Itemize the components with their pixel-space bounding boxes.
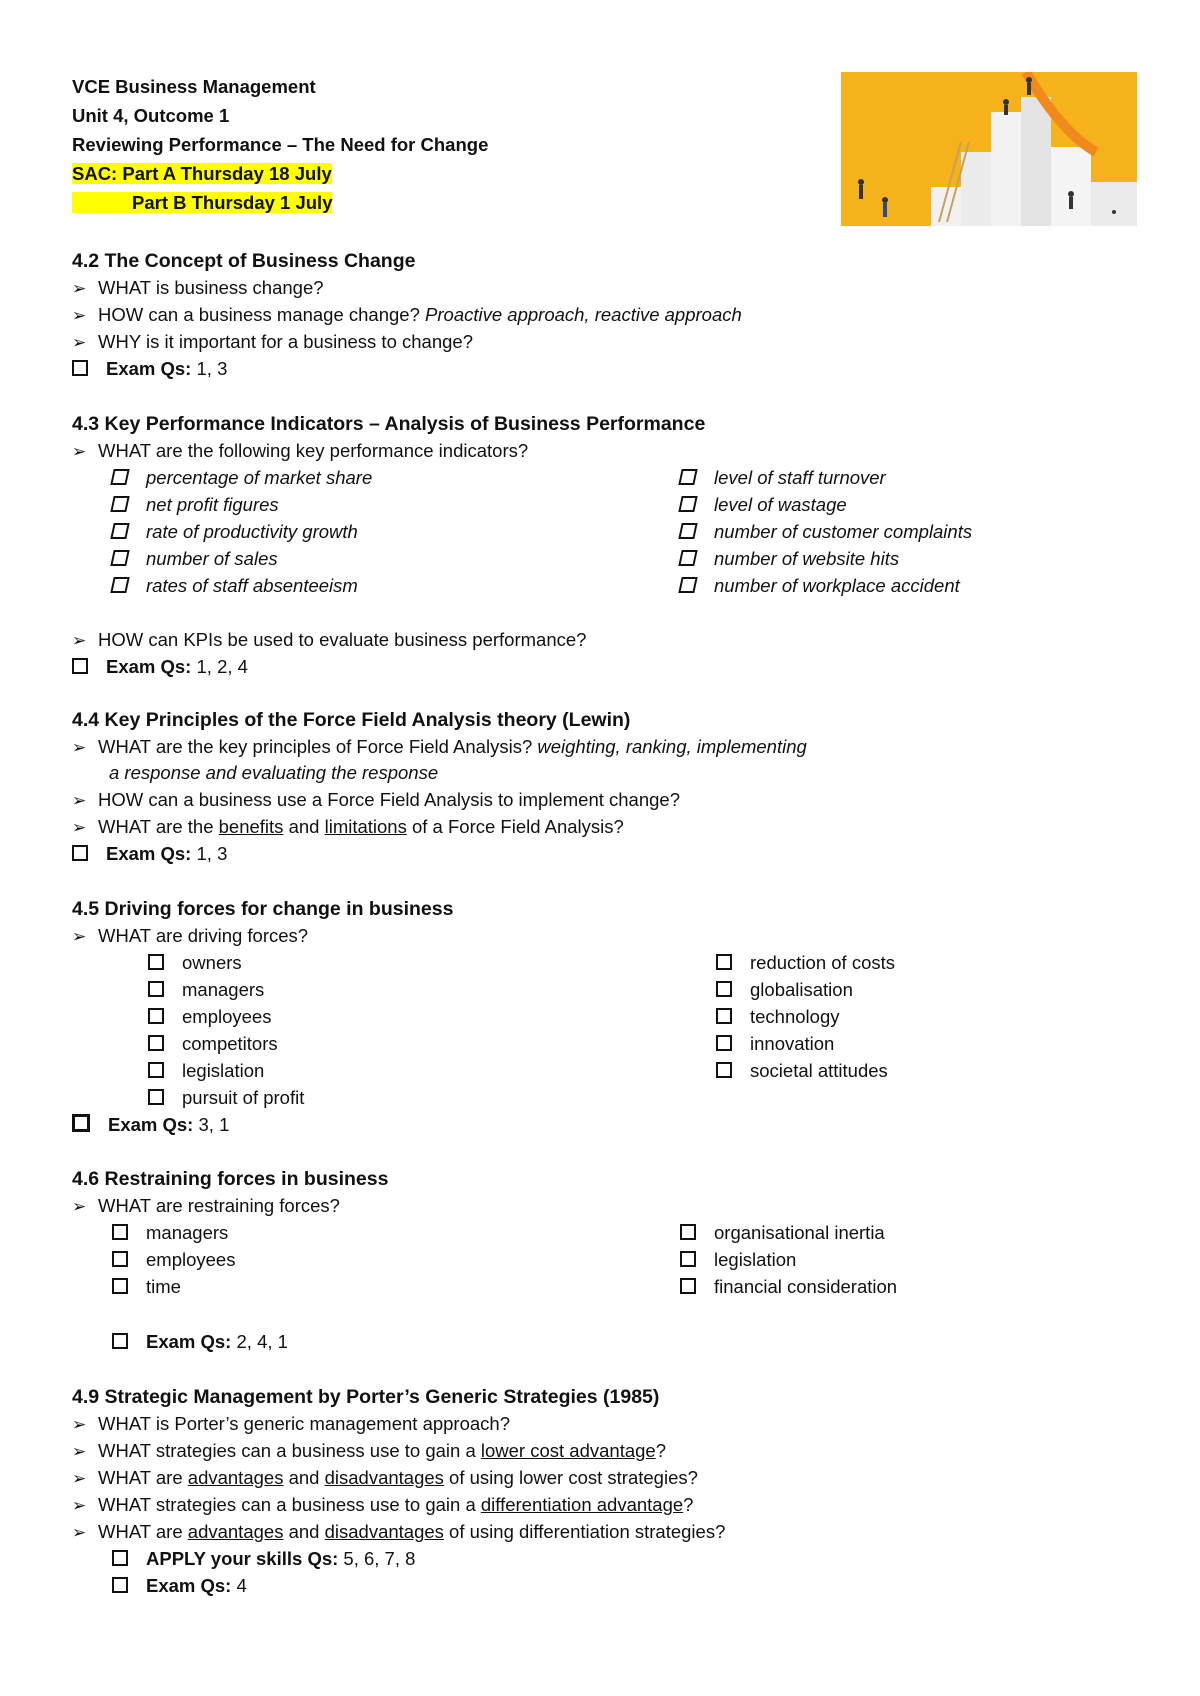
checkbox-icon[interactable]: [678, 496, 697, 512]
checkbox-icon[interactable]: [716, 1008, 732, 1024]
arrow-bullet-icon: ➢: [72, 791, 87, 810]
s49-q2-text: ?: [655, 1440, 667, 1461]
s49-q2-underline: lower cost advantage: [480, 1440, 656, 1461]
s49-q4-text: ?: [683, 1494, 694, 1515]
kpi-item: [680, 519, 972, 545]
s49-q4-text: WHAT strategies can a business use to gain a: [98, 1494, 481, 1515]
course-title: VCE Business Management: [72, 76, 316, 97]
kpi-label: rates of staff absenteeism: [146, 575, 358, 596]
exam-value: 1, 2, 4: [191, 656, 248, 677]
s44-q3-underline-benefits: benefits: [218, 816, 284, 837]
kpi-item: [680, 546, 899, 572]
s42-q2-italic: Proactive approach, reactive approach: [425, 304, 742, 325]
s45-q1-text: WHAT are driving forces?: [98, 925, 309, 946]
driving-force-item: [148, 950, 242, 976]
kpi-item: [680, 573, 960, 599]
exam-label: Exam Qs:: [146, 1331, 232, 1352]
section-4-5-title: 4.5 Driving forces for change in business: [72, 898, 454, 920]
s49-q4: [72, 1492, 693, 1519]
s44-q3-text: WHAT are the: [98, 816, 219, 837]
driving-force-label: legislation: [182, 1060, 265, 1081]
s49-q3-underline-advantages: advantages: [187, 1467, 284, 1488]
s44-q2: [72, 787, 680, 814]
exam-value: 4: [231, 1575, 247, 1596]
topic-title: Reviewing Performance – The Need for Change: [72, 134, 489, 155]
checkbox-icon[interactable]: [678, 523, 697, 539]
s42-q2-text: HOW can a business manage change?: [98, 304, 426, 325]
s49-q3-text: of using lower cost strategies?: [443, 1467, 698, 1488]
restraining-force-label: time: [146, 1276, 181, 1297]
driving-force-item: [148, 1058, 264, 1084]
sac-part-b-text: Part B Thursday 1 July: [72, 192, 332, 213]
s49-q3-text: WHAT are: [98, 1467, 188, 1488]
driving-force-item: [716, 977, 853, 1003]
exam-value: 2, 4, 1: [231, 1331, 288, 1352]
s44-q3-text: of a Force Field Analysis?: [406, 816, 624, 837]
checkbox-icon[interactable]: [148, 1035, 164, 1051]
driving-force-label: societal attitudes: [750, 1060, 888, 1081]
header-illustration: [841, 72, 1137, 226]
checkbox-icon[interactable]: [112, 1224, 128, 1240]
exam-value: 3, 1: [193, 1114, 230, 1135]
exam-label: Exam Qs:: [108, 1114, 194, 1135]
s44-q3-text: and: [283, 816, 325, 837]
checkbox-icon[interactable]: [680, 1251, 696, 1267]
s46-q1: [72, 1193, 340, 1220]
kpi-label: level of staff turnover: [714, 467, 886, 488]
checkbox-icon[interactable]: [680, 1278, 696, 1294]
restraining-force-label: employees: [146, 1249, 236, 1270]
driving-force-item: [716, 1058, 888, 1084]
driving-force-label: technology: [750, 1006, 840, 1027]
arrow-bullet-icon: ➢: [72, 1496, 87, 1515]
arrow-bullet-icon: ➢: [72, 442, 87, 461]
arrow-bullet-icon: ➢: [72, 631, 87, 650]
driving-force-item: [148, 1085, 304, 1111]
sac-part-a-text: SAC: Part A Thursday 18 July: [72, 163, 332, 184]
s44-q3-underline-limitations: limitations: [324, 816, 407, 837]
exam-value: 1, 3: [191, 358, 228, 379]
restraining-force-label: managers: [146, 1222, 229, 1243]
driving-force-item: [716, 1004, 839, 1030]
restraining-force-item: [680, 1247, 796, 1273]
driving-force-label: managers: [182, 979, 265, 1000]
s42-q1: [72, 275, 324, 302]
s46-exam: [112, 1329, 288, 1355]
s49-q2-text: WHAT strategies can a business use to gain a: [98, 1440, 481, 1461]
kpi-label: net profit figures: [146, 494, 279, 515]
checkbox-icon[interactable]: [716, 981, 732, 997]
s42-q3: [72, 329, 473, 356]
kpi-item: [112, 519, 358, 545]
restraining-force-label: legislation: [714, 1249, 797, 1270]
s43-q2-text: HOW can KPIs be used to evaluate business performance?: [98, 629, 587, 650]
s44-q1-italic: weighting, ranking, implementing: [537, 736, 807, 757]
kpi-label: number of website hits: [714, 548, 900, 569]
checkbox-icon[interactable]: [112, 1550, 128, 1566]
driving-force-item: [716, 950, 895, 976]
unit-title: Unit 4, Outcome 1: [72, 105, 230, 126]
s49-q5-underline-disadvantages: disadvantages: [324, 1521, 444, 1542]
checkbox-icon[interactable]: [716, 1062, 732, 1078]
checkbox-icon[interactable]: [680, 1224, 696, 1240]
section-4-9-title: 4.9 Strategic Management by Porter’s Generic Strategies (1985): [72, 1386, 660, 1408]
restraining-force-item: [112, 1274, 181, 1300]
driving-force-label: competitors: [182, 1033, 278, 1054]
s45-q1: [72, 923, 308, 950]
s49-q5-text: and: [283, 1521, 325, 1542]
checkbox-icon[interactable]: [72, 1114, 90, 1132]
driving-force-item: [716, 1031, 834, 1057]
s49-q5: [72, 1519, 725, 1546]
apply-value: 5, 6, 7, 8: [338, 1548, 416, 1569]
s49-q2: [72, 1438, 666, 1465]
s44-q1: [72, 734, 807, 761]
checkbox-icon[interactable]: [148, 981, 164, 997]
s49-apply: [112, 1546, 415, 1572]
kpi-label: number of sales: [146, 548, 278, 569]
checkbox-icon[interactable]: [716, 1035, 732, 1051]
checkbox-icon[interactable]: [112, 1577, 128, 1593]
kpi-item: [112, 573, 358, 599]
checkbox-icon[interactable]: [716, 954, 732, 970]
s49-exam: [112, 1573, 247, 1599]
arrow-bullet-icon: ➢: [72, 1523, 87, 1542]
s49-q5-text: WHAT are: [98, 1521, 188, 1542]
checkbox-icon[interactable]: [112, 1278, 128, 1294]
arrow-bullet-icon: ➢: [72, 1415, 87, 1434]
s42-q3-text: WHY is it important for a business to change?: [98, 331, 473, 352]
checkbox-icon[interactable]: [72, 658, 88, 674]
s49-q5-underline-advantages: advantages: [187, 1521, 284, 1542]
s45-exam: [72, 1112, 229, 1138]
checkbox-icon[interactable]: [110, 523, 129, 539]
checkbox-icon[interactable]: [110, 496, 129, 512]
kpi-label: rate of productivity growth: [146, 521, 358, 542]
s44-q2-text: HOW can a business use a Force Field Analysis to implement change?: [98, 789, 681, 810]
driving-force-label: pursuit of profit: [182, 1087, 305, 1108]
sac-part-b: [72, 190, 332, 216]
checkbox-icon[interactable]: [72, 845, 88, 861]
staircase-image: [841, 72, 1137, 226]
arrow-bullet-icon: ➢: [72, 1197, 87, 1216]
kpi-item: [112, 465, 372, 491]
checkbox-icon[interactable]: [112, 1333, 128, 1349]
exam-label: Exam Qs:: [106, 843, 192, 864]
checkbox-icon[interactable]: [148, 1008, 164, 1024]
checkbox-icon[interactable]: [110, 469, 129, 485]
s44-exam: [72, 841, 227, 867]
kpi-item: [680, 492, 847, 518]
arrow-bullet-icon: ➢: [72, 927, 87, 946]
arrow-bullet-icon: ➢: [72, 738, 87, 757]
s46-q1-text: WHAT are restraining forces?: [98, 1195, 340, 1216]
exam-label: Exam Qs:: [106, 656, 192, 677]
section-4-2-title: 4.2 The Concept of Business Change: [72, 250, 416, 272]
kpi-label: percentage of market share: [146, 467, 373, 488]
s49-q1: [72, 1411, 510, 1438]
driving-force-label: employees: [182, 1006, 272, 1027]
s43-exam: [72, 654, 248, 680]
driving-force-label: reduction of costs: [750, 952, 895, 973]
restraining-force-item: [112, 1247, 235, 1273]
exam-value: 1, 3: [191, 843, 228, 864]
arrow-bullet-icon: ➢: [72, 306, 87, 325]
section-4-4-title: 4.4 Key Principles of the Force Field Analysis theory (Lewin): [72, 709, 631, 731]
s49-q3-text: and: [283, 1467, 325, 1488]
apply-label: APPLY your skills Qs:: [146, 1548, 339, 1569]
arrow-bullet-icon: ➢: [72, 279, 87, 298]
kpi-item: [112, 492, 279, 518]
driving-force-label: owners: [182, 952, 242, 973]
arrow-bullet-icon: ➢: [72, 1442, 87, 1461]
checkbox-icon[interactable]: [148, 1062, 164, 1078]
s42-exam: [72, 356, 227, 382]
s44-q1-text: WHAT are the key principles of Force Field Analysis?: [98, 736, 538, 757]
s43-q2: [72, 627, 586, 654]
exam-label: Exam Qs:: [146, 1575, 232, 1596]
kpi-item: [112, 546, 278, 572]
checkbox-icon[interactable]: [72, 360, 88, 376]
s49-q5-text: of using differentiation strategies?: [443, 1521, 726, 1542]
checkbox-icon[interactable]: [148, 1089, 164, 1105]
restraining-force-item: [112, 1220, 228, 1246]
arrow-bullet-icon: ➢: [72, 333, 87, 352]
checkbox-icon[interactable]: [678, 550, 697, 566]
driving-force-item: [148, 977, 264, 1003]
driving-force-item: [148, 1031, 278, 1057]
driving-force-label: innovation: [750, 1033, 835, 1054]
checkbox-icon[interactable]: [112, 1251, 128, 1267]
kpi-label: number of workplace accident: [714, 575, 960, 596]
kpi-item: [680, 465, 886, 491]
s43-q1-text: WHAT are the following key performance indicators?: [98, 440, 529, 461]
checkbox-icon[interactable]: [148, 954, 164, 970]
checkbox-icon[interactable]: [678, 577, 697, 593]
kpi-label: number of customer complaints: [714, 521, 973, 542]
s49-q3-underline-disadvantages: disadvantages: [324, 1467, 444, 1488]
s44-q3: [72, 814, 624, 841]
restraining-force-label: financial consideration: [714, 1276, 898, 1297]
driving-force-label: globalisation: [750, 979, 853, 1000]
s49-q3: [72, 1465, 698, 1492]
restraining-force-item: [680, 1220, 885, 1246]
sac-part-a: [72, 161, 332, 187]
checkbox-icon[interactable]: [110, 577, 129, 593]
checkbox-icon[interactable]: [678, 469, 697, 485]
s43-q1: [72, 438, 528, 465]
s49-q1-text: WHAT is Porter’s generic management approach?: [98, 1413, 510, 1434]
s44-q1-continued: a response and evaluating the response: [109, 762, 439, 783]
arrow-bullet-icon: ➢: [72, 818, 87, 837]
kpi-label: level of wastage: [714, 494, 847, 515]
restraining-force-item: [680, 1274, 897, 1300]
driving-force-item: [148, 1004, 271, 1030]
section-4-3-title: 4.3 Key Performance Indicators – Analysis of Business Performance: [72, 413, 706, 435]
s49-q4-underline: differentiation advantage: [480, 1494, 684, 1515]
checkbox-icon[interactable]: [110, 550, 129, 566]
exam-label: Exam Qs:: [106, 358, 192, 379]
section-4-6-title: 4.6 Restraining forces in business: [72, 1168, 389, 1190]
arrow-bullet-icon: ➢: [72, 1469, 87, 1488]
s42-q2: [72, 302, 742, 329]
s42-q1-text: WHAT is business change?: [98, 277, 324, 298]
restraining-force-label: organisational inertia: [714, 1222, 885, 1243]
